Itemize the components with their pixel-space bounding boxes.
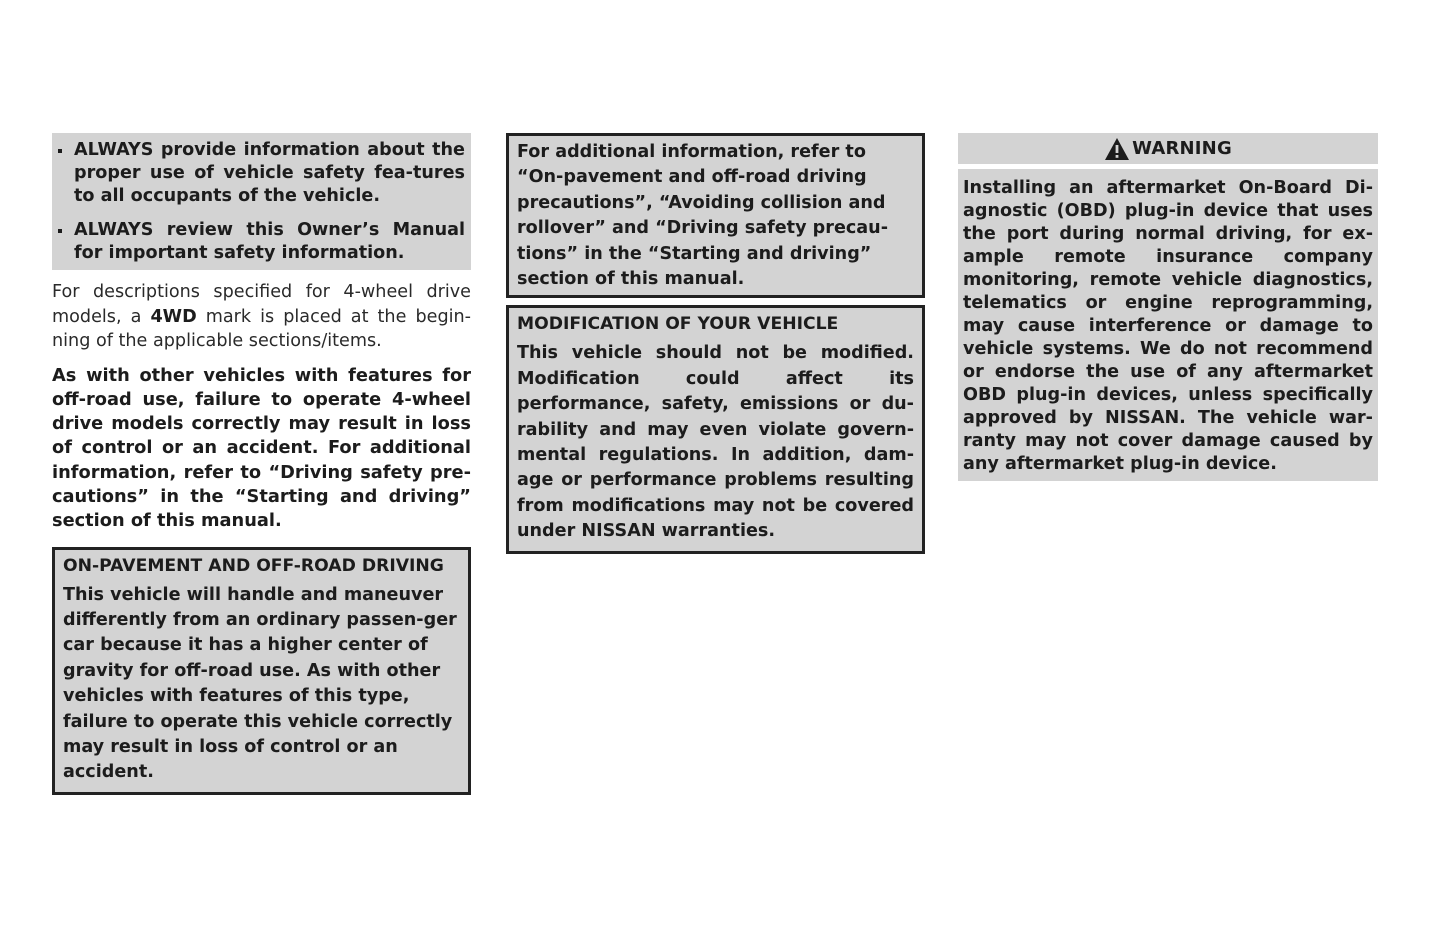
bullet-icon — [58, 229, 62, 233]
additional-info-box — [506, 133, 925, 298]
warning-body: Installing an aftermarket On-Board Di-agnostic (OBD) plug-in device that uses the port during normal driving, for ex-ample remote insurance company monitoring, remote vehicle diagnostics, telematics or engine reprogramming, may cause interference or damage to vehicle systems. We do not recommend or endorse the use of any aftermarket OBD plug-in devices, unless specifically approved by NISSAN. The vehicle war-ranty may not cover damage caused by any aftermarket plug-in device. — [958, 169, 1378, 481]
bullet-text: ALWAYS provide information about the proper use of vehicle safety fea-tures to all occupants of the vehicle. — [74, 140, 465, 206]
on-pavement-caution-box — [52, 547, 471, 795]
off-road-caution-paragraph: As with other vehicles with features for off-road use, failure to operate 4-wheel drive models correctly may result in loss of control or an accident. For additional information, refer to “Driving safety pre-cautions” in the “Starting and driving” section of this manual. — [52, 364, 471, 532]
warning-label: WARNING — [1132, 138, 1232, 159]
left-column — [52, 133, 471, 795]
four-wd-note-text-before: For descriptions specified for 4-wheel drive models, a — [52, 282, 471, 327]
bullet-icon — [58, 149, 62, 153]
on-pavement-box-body: This vehicle will handle and maneuver differently from an ordinary passen-ger car because it has a higher center of gravity for off-road use. As with other vehicles with features of this type, failure to operate this vehicle correctly may result in loss of control or an accident. — [63, 584, 457, 783]
middle-column — [506, 133, 925, 554]
four-wd-note — [52, 280, 471, 354]
four-wd-mark: 4WD — [150, 306, 197, 327]
modification-box-title: MODIFICATION OF YOUR VEHICLE — [517, 314, 839, 335]
on-pavement-box-title: ON-PAVEMENT AND OFF-ROAD DRIVING — [63, 555, 444, 576]
bullet-item-provide-info — [58, 139, 465, 208]
four-wd-note-text-after: mark is placed at the begin-ning of the applicable sections/items. — [52, 306, 471, 351]
right-column — [958, 133, 1378, 481]
modification-box-body: This vehicle should not be modified. Modification could affect its performance, safety, emissions or du-rability and may even violate govern-mental regulations. In addition, dam-age or performance problems resulting from modifications may not be covered under NISSAN warranties. — [517, 343, 914, 542]
additional-info-body: For additional information, refer to “On-pavement and off-road driving precautions”, “Avoiding collision and rollover” and “Driving safety precau-tions” in the “Starting and driving” section of this manual. — [517, 142, 889, 290]
warning-header — [958, 133, 1378, 164]
safety-bullet-panel — [52, 133, 471, 270]
modification-caution-box — [506, 305, 925, 553]
bullet-text: ALWAYS review this Owner’s Manual for important safety information. — [74, 220, 465, 263]
warning-triangle-icon — [1104, 137, 1130, 161]
bullet-item-review-manual — [58, 219, 465, 265]
